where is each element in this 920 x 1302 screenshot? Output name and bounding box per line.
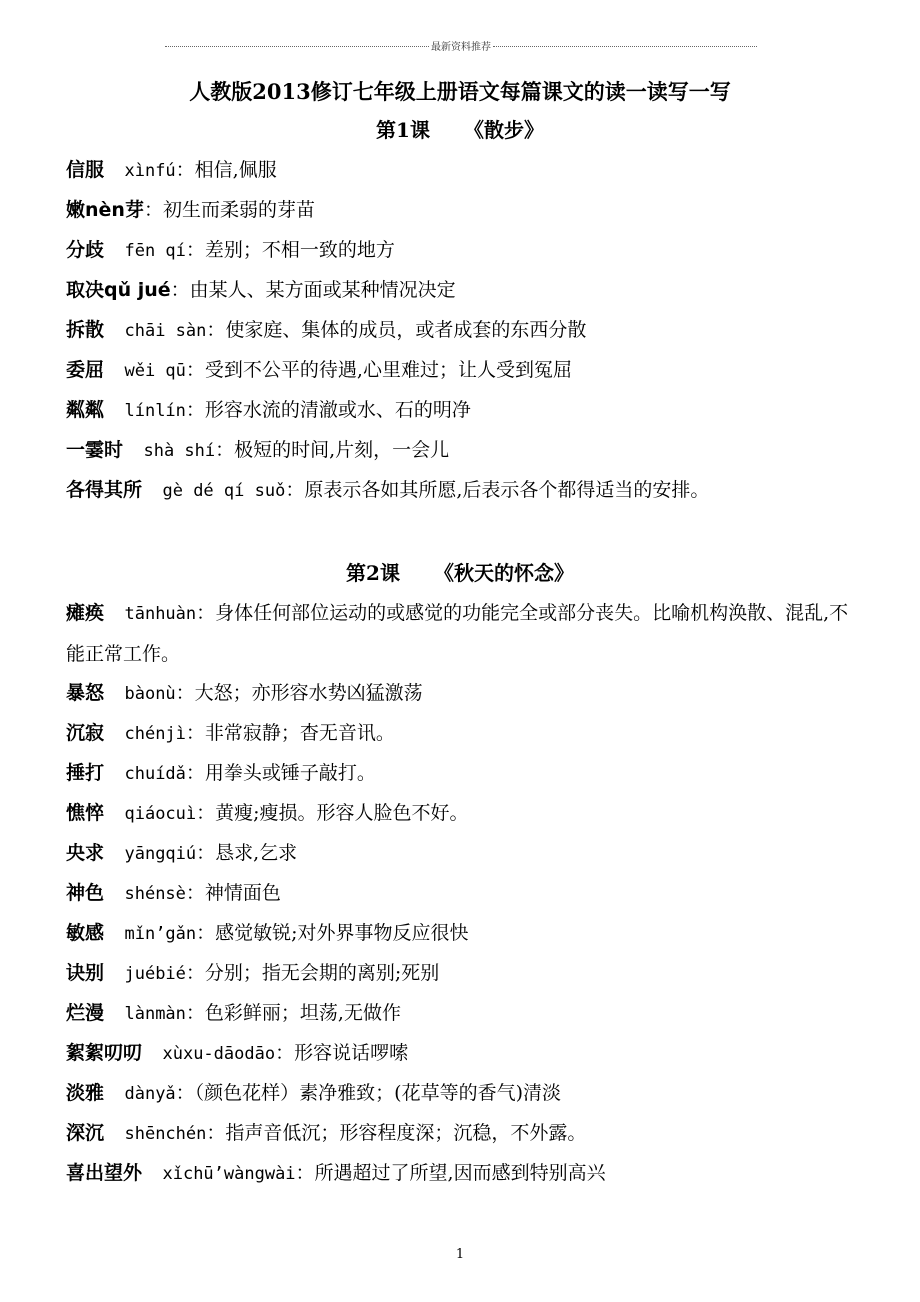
vocab-entry xyxy=(66,753,866,794)
vocab-word: 喜出望外 xyxy=(66,1162,143,1184)
vocab-pinyin: qiáocuì xyxy=(104,804,197,824)
vocab-entry xyxy=(66,913,866,954)
vocab-word: 分歧 xyxy=(66,239,105,261)
vocab-definition: ：由某人、某方面或某种情况决定 xyxy=(170,279,456,301)
vocab-word: 各得其所 xyxy=(66,479,143,501)
vocab-definition: ：身体任何部位运动的或感觉的功能完全或部分丧失。比喻机构涣散、混乱,不能正常工作。 xyxy=(66,602,849,665)
vocab-definition: ：使家庭、集体的成员，或者成套的东西分散 xyxy=(206,319,587,341)
vocab-entry xyxy=(66,1033,866,1074)
vocab-definition: ：（颜色花样）素净雅致；(花草等的香气)清淡 xyxy=(175,1082,561,1104)
lesson-heading xyxy=(0,557,920,586)
vocab-definition: ：色彩鲜丽；坦荡,无做作 xyxy=(185,1002,401,1024)
vocab-pinyin: xùxu-dāodāo xyxy=(142,1044,276,1064)
vocab-entry xyxy=(66,230,866,271)
vocab-word: 烂漫 xyxy=(66,1002,105,1024)
vocab-definition: ：用拳头或锤子敲打。 xyxy=(185,762,376,784)
lesson-label: 第1课 xyxy=(376,118,430,142)
vocab-definition: ：非常寂静；杳无音讯。 xyxy=(185,722,395,744)
vocab-word: 信服 xyxy=(66,159,105,181)
vocab-pinyin: wěi qū xyxy=(104,361,186,381)
vocab-word: 淡雅 xyxy=(66,1082,105,1104)
vocab-entry xyxy=(66,350,866,391)
vocab-pinyin: lànmàn xyxy=(104,1004,186,1024)
vocab-pinyin: yāngqiú xyxy=(104,844,197,864)
vocab-definition: ：黄瘦;瘦损。形容人脸色不好。 xyxy=(196,802,469,824)
vocab-word: 暴怒 xyxy=(66,682,105,704)
vocab-entry xyxy=(66,270,866,310)
vocab-word: 捶打 xyxy=(66,762,105,784)
vocab-pinyin: tānhuàn xyxy=(104,604,197,624)
lesson-name: 《散步》 xyxy=(463,118,544,142)
vocab-definition: ：恳求,乞求 xyxy=(196,842,298,864)
vocab-word: 一霎时 xyxy=(66,439,124,461)
vocab-definition: ：极短的时间,片刻，一会儿 xyxy=(215,439,450,461)
vocab-word: 取决qǔ jué xyxy=(66,279,171,301)
vocab-entry xyxy=(66,673,866,714)
vocab-pinyin: xǐchū’wàngwài xyxy=(142,1164,296,1184)
vocab-word: 瘫痪 xyxy=(66,602,105,624)
vocab-definition: ：差别；不相一致的地方 xyxy=(185,239,395,261)
vocab-word: 拆散 xyxy=(66,319,105,341)
vocab-definition: ：原表示各如其所愿,后表示各个都得适当的安排。 xyxy=(285,479,710,501)
vocab-pinyin: chénjì xyxy=(104,724,186,744)
vocab-entry xyxy=(66,150,866,191)
vocab-entry xyxy=(66,1113,866,1154)
vocab-definition: ：分别；指无会期的离别;死别 xyxy=(185,962,440,984)
vocab-entry xyxy=(66,1073,866,1114)
vocab-definition: ：初生而柔弱的芽苗 xyxy=(143,199,315,221)
vocab-definition: ：指声音低沉；形容程度深；沉稳，不外露。 xyxy=(206,1122,587,1144)
vocab-entry xyxy=(66,793,866,834)
vocab-pinyin: juébié xyxy=(104,964,186,984)
vocab-pinyin: dànyǎ xyxy=(104,1084,176,1104)
lesson-label: 第2课 xyxy=(346,561,400,585)
vocab-definition: ：形容水流的清澈或水、石的明净 xyxy=(185,399,471,421)
vocab-pinyin: xìnfú xyxy=(104,161,176,181)
vocab-pinyin: shà shí xyxy=(123,441,216,461)
vocab-pinyin: bàonù xyxy=(104,684,176,704)
vocab-entry xyxy=(66,953,866,994)
vocab-pinyin: shēnchén xyxy=(104,1124,207,1144)
header-dots-right xyxy=(493,46,757,47)
vocab-definition: ：神情面色 xyxy=(185,882,281,904)
lesson-heading xyxy=(0,114,920,143)
vocab-entry xyxy=(66,713,866,754)
lesson-name: 《秋天的怀念》 xyxy=(433,561,574,585)
vocab-word: 深沉 xyxy=(66,1122,105,1144)
vocab-word: 憔悴 xyxy=(66,802,105,824)
vocab-entry xyxy=(66,310,866,351)
vocab-word: 粼粼 xyxy=(66,399,105,421)
vocab-pinyin: mǐn’gǎn xyxy=(104,924,197,944)
vocab-entry xyxy=(66,593,866,674)
vocab-word: 嫩nèn芽 xyxy=(66,199,144,221)
vocab-word: 敏感 xyxy=(66,922,105,944)
vocab-entry xyxy=(66,1153,866,1194)
vocab-entry xyxy=(66,190,866,230)
vocab-pinyin: shénsè xyxy=(104,884,186,904)
vocab-word: 委屈 xyxy=(66,359,105,381)
header-dots-left xyxy=(165,46,429,47)
vocab-pinyin: fēn qí xyxy=(104,241,186,261)
vocab-entry xyxy=(66,873,866,914)
vocab-word: 央求 xyxy=(66,842,105,864)
vocab-definition: ：受到不公平的待遇,心里难过；让人受到冤屈 xyxy=(185,359,572,381)
document-title: 人教版2013修订七年级上册语文每篇课文的读一读写一写 xyxy=(189,79,731,104)
page-header xyxy=(165,38,757,53)
vocab-entry xyxy=(66,470,866,511)
vocab-word: 诀别 xyxy=(66,962,105,984)
vocab-word: 神色 xyxy=(66,882,105,904)
vocab-word: 絮絮叨叨 xyxy=(66,1042,143,1064)
header-text: 最新资料推荐 xyxy=(431,42,491,53)
vocab-entry xyxy=(66,833,866,874)
vocab-definition: ：相信,佩服 xyxy=(175,159,277,181)
vocab-entry xyxy=(66,993,866,1034)
vocab-definition: ：感觉敏锐;对外界事物反应很快 xyxy=(196,922,469,944)
vocab-pinyin: chuídǎ xyxy=(104,764,186,784)
vocab-entry xyxy=(66,430,866,471)
vocab-definition: ：所遇超过了所望,因而感到特别高兴 xyxy=(295,1162,606,1184)
vocab-pinyin: chāi sàn xyxy=(104,321,207,341)
vocab-definition: ：大怒；亦形容水势凶猛激荡 xyxy=(175,682,423,704)
vocab-word: 沉寂 xyxy=(66,722,105,744)
vocab-pinyin: línlín xyxy=(104,401,186,421)
vocab-definition: ：形容说话啰嗦 xyxy=(275,1042,409,1064)
page-number: 1 xyxy=(455,1247,465,1262)
vocab-pinyin: gè dé qí suǒ xyxy=(142,481,286,501)
vocab-entry xyxy=(66,390,866,431)
